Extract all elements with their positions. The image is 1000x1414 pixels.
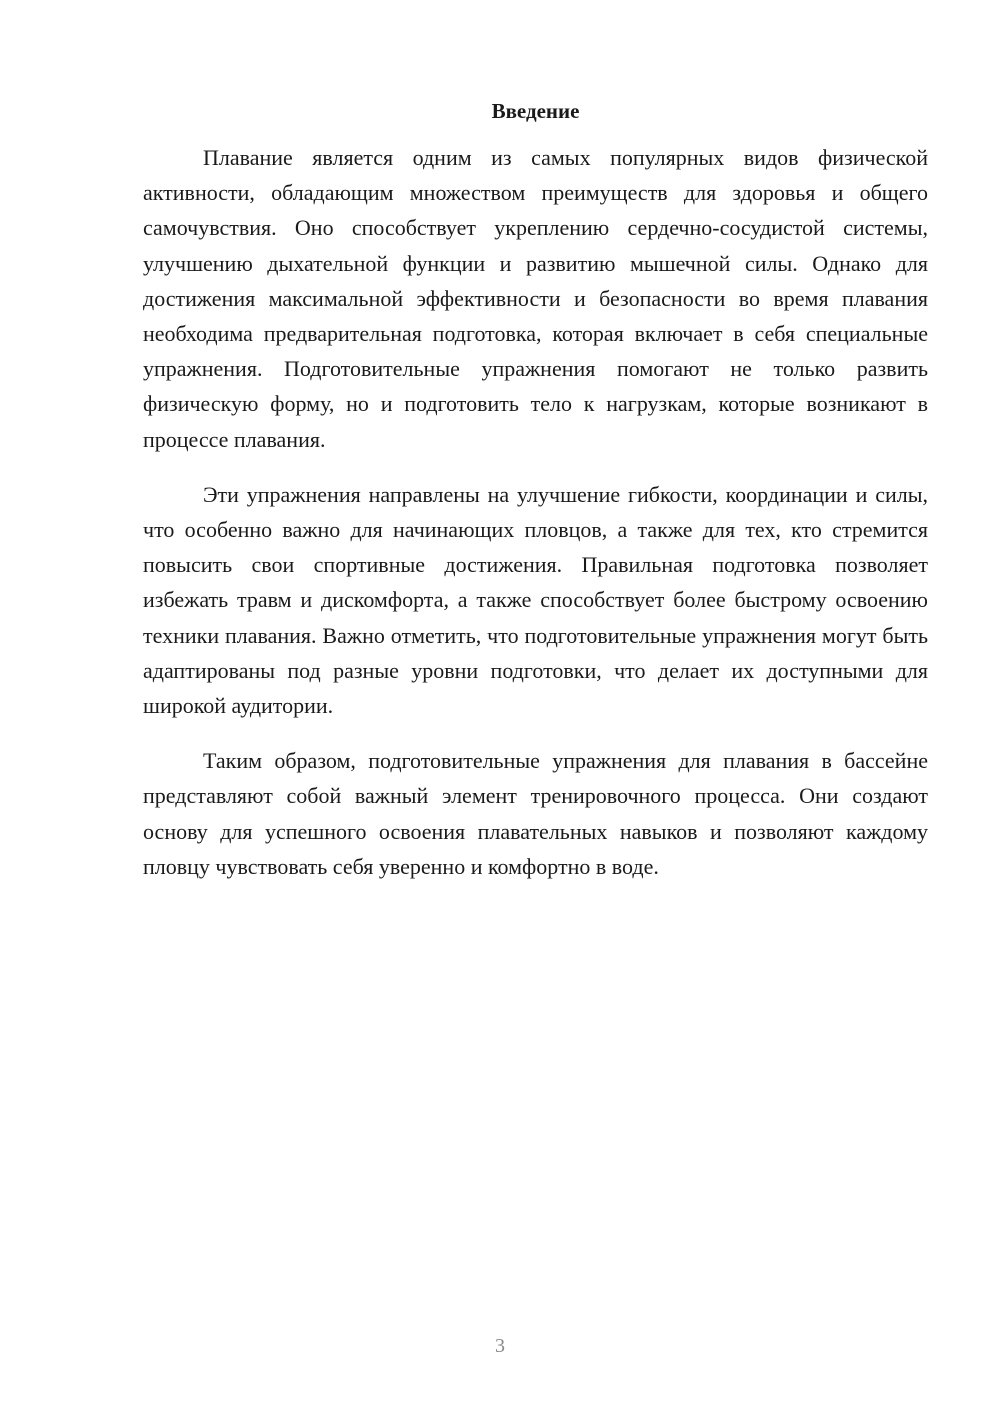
page-content [143, 96, 928, 904]
page-number: 3 [495, 1335, 505, 1357]
paragraph-1: Плавание является одним из самых популярных видов физической активности, обладающим множеством преимуществ для здоровья и общего самочувствия. Оно способствует укреплению сердечно-сосудистой системы, улучшению дыхательной функции и развитию мышечной силы. Однако для достижения максимальной эффективности и безопасности во время плавания необходима предварительная подготовка, которая включает в себя специальные упражнения. Подготовительные упражнения помогают не только развить физическую форму, но и подготовить тело к нагрузкам, которые возникают в процессе плавания. [143, 145, 928, 452]
paragraph-2: Эти упражнения направлены на улучшение гибкости, координации и силы, что особенно важно для начинающих пловцов, а также для тех, кто стремится повысить свои спортивные достижения. Правильная подготовка позволяет избежать травм и дискомфорта, а также способствует более быстрому освоению техники плавания. Важно отметить, что подготовительные упражнения могут быть адаптированы под разные уровни подготовки, что делает их доступными для широкой аудитории. [143, 481, 928, 719]
paragraph-3: Таким образом, подготовительные упражнения для плавания в бассейне представляют собой важный элемент тренировочного процесса. Они создают основу для успешного освоения плавательных навыков и позволяют каждому пловцу чувствовать себя уверенно и комфортно в воде. [143, 748, 928, 879]
section-heading: Введение [491, 99, 580, 123]
